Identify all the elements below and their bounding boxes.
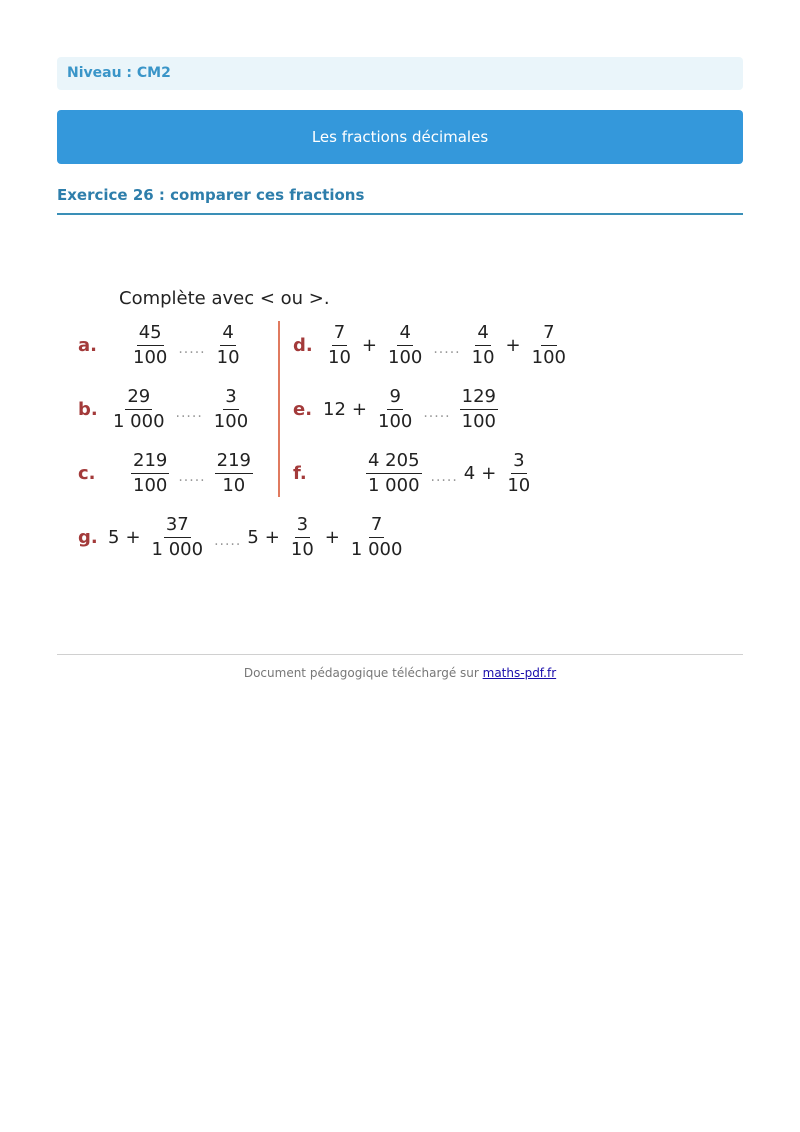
answer-blank[interactable]: ..... [175,405,203,421]
fraction: $\frac{4}{10}$ [216,321,240,368]
fraction: $\frac{3}{10}$ [507,449,531,496]
fraction: $\frac{4 205}{1 000}$ [368,449,420,496]
item-a [78,321,245,369]
fraction: $\frac{7}{1 000}$ [350,513,403,560]
plus-sign: + [324,526,340,548]
item-e [293,385,501,433]
answer-blank[interactable]: ..... [214,533,242,549]
item-letter: f. [293,462,307,484]
footer-link[interactable]: maths-pdf.fr [482,666,557,680]
fraction: $\frac{9}{100}$ [378,385,413,432]
plus-sign: + [125,526,141,548]
footer-divider [57,654,743,655]
item-letter: g. [78,526,98,548]
column-divider [278,321,280,497]
whole-number: 5 [108,526,120,548]
fraction: $\frac{7}{100}$ [531,321,566,368]
item-d [293,321,571,369]
item-f [293,449,535,497]
fraction: $\frac{4}{10}$ [471,321,495,368]
exercise-title: Exercice 26 : comparer ces fractions [57,186,743,215]
fraction: $\frac{4}{100}$ [388,321,423,368]
item-letter: e. [293,398,313,420]
answer-blank[interactable]: ..... [433,341,461,357]
item-letter: c. [78,462,96,484]
whole-number: 12 [323,398,346,420]
item-c [78,449,256,497]
fraction: $\frac{129}{100}$ [461,385,496,432]
item-letter: a. [78,334,97,356]
footer-text: Document pédagogique téléchargé sur [243,666,483,680]
answer-blank[interactable]: ..... [423,405,451,421]
item-letter: d. [293,334,313,356]
plus-sign: + [505,334,521,356]
plus-sign: + [481,462,497,484]
plus-sign: + [351,398,367,420]
plus-sign: + [264,526,280,548]
answer-blank[interactable]: ..... [178,341,206,357]
fraction: $\frac{3}{100}$ [213,385,249,432]
item-b [78,385,253,433]
fraction: $\frac{29}{1 000}$ [113,385,165,432]
fraction: $\frac{7}{10}$ [328,321,351,368]
item-letter: b. [78,398,98,420]
footer [57,666,743,680]
fraction: $\frac{37}{1 000}$ [151,513,204,560]
item-g [78,513,407,561]
fraction: $\frac{219}{100}$ [133,449,168,496]
page-title: Les fractions décimales [57,110,743,164]
instruction: Complète avec < ou >. [119,288,330,309]
fraction: $\frac{3}{10}$ [290,513,314,560]
plus-sign: + [361,334,377,356]
whole-number: 5 [247,526,259,548]
level-label: Niveau : CM2 [57,57,743,90]
fraction: $\frac{219}{10}$ [216,449,251,496]
answer-blank[interactable]: ..... [178,469,206,485]
whole-number: 4 [463,462,476,484]
exercise-figure [78,288,578,568]
fraction: $\frac{45}{100}$ [133,321,168,368]
answer-blank[interactable]: ..... [430,469,458,485]
